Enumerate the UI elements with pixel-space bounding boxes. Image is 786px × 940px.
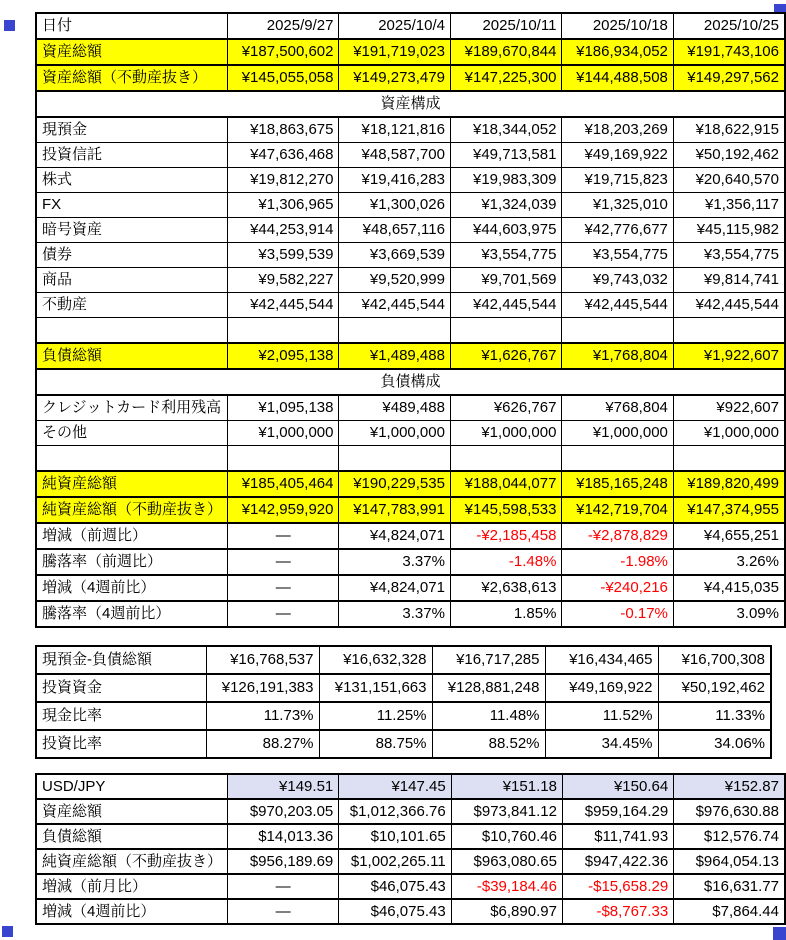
value-cell[interactable]: ¥1,300,026 (339, 193, 450, 218)
value-cell[interactable]: ¥48,587,700 (339, 143, 450, 168)
value-cell[interactable]: ¥151.18 (451, 774, 562, 799)
value-cell[interactable]: ¥185,405,464 (228, 471, 339, 497)
value-cell[interactable]: ¥18,203,269 (562, 117, 673, 143)
value-cell[interactable]: 3.37% (339, 601, 450, 627)
row-label[interactable]: 資産総額 (36, 799, 228, 824)
header-row (36, 13, 785, 39)
row-label[interactable] (36, 446, 228, 472)
value-cell[interactable]: ¥150.64 (562, 774, 673, 799)
value-cell[interactable]: ¥4,824,071 (339, 523, 450, 549)
value-cell[interactable]: ¥142,959,920 (228, 497, 339, 523)
value-cell[interactable]: ¥3,554,775 (562, 243, 673, 268)
date-column-header[interactable]: 2025/10/25 (673, 13, 785, 39)
value-cell[interactable]: ¥16,768,537 (206, 646, 319, 674)
value-cell[interactable]: ¥16,700,308 (658, 646, 771, 674)
value-cell[interactable]: ¥3,599,539 (228, 243, 339, 268)
value-cell[interactable]: ¥149,273,479 (339, 65, 450, 91)
row-label[interactable]: 不動産 (36, 293, 228, 318)
row-label[interactable]: 投資比率 (36, 730, 206, 758)
table-row (36, 730, 771, 758)
value-cell[interactable]: ¥19,715,823 (562, 168, 673, 193)
row-label[interactable] (36, 318, 228, 344)
table-row (36, 65, 785, 91)
value-cell[interactable] (562, 318, 673, 344)
selection-handle-top-left[interactable] (4, 20, 15, 31)
date-column-header[interactable]: 2025/10/11 (450, 13, 561, 39)
value-cell[interactable]: $959,164.29 (562, 799, 673, 824)
value-cell[interactable] (228, 446, 339, 472)
row-label[interactable]: USD/JPY (36, 774, 228, 799)
value-cell[interactable]: $964,054.13 (674, 849, 785, 874)
value-cell[interactable]: ¥152.87 (674, 774, 785, 799)
value-cell[interactable]: ¥4,824,071 (339, 575, 450, 601)
value-cell[interactable]: 34.06% (658, 730, 771, 758)
value-cell[interactable]: ¥18,622,915 (673, 117, 785, 143)
value-cell[interactable]: ¥191,719,023 (339, 39, 450, 65)
row-label[interactable]: FX (36, 193, 228, 218)
value-cell[interactable]: 11.52% (545, 702, 658, 730)
value-cell[interactable]: -1.98% (562, 549, 673, 575)
value-cell[interactable]: ¥18,863,675 (228, 117, 339, 143)
value-cell[interactable]: ¥9,520,999 (339, 268, 450, 293)
value-cell[interactable]: -$15,658.29 (562, 874, 673, 899)
value-cell[interactable]: ¥2,638,613 (450, 575, 561, 601)
row-label[interactable]: クレジットカード利用残高 (36, 395, 228, 421)
value-cell[interactable]: ¥49,169,922 (545, 674, 658, 702)
value-cell[interactable]: $7,864.44 (674, 899, 785, 924)
value-cell[interactable]: ¥147,783,991 (339, 497, 450, 523)
value-cell[interactable]: 11.48% (432, 702, 545, 730)
value-cell[interactable]: ¥189,820,499 (673, 471, 785, 497)
value-cell[interactable]: 11.25% (319, 702, 432, 730)
cash-investment-ratio-table (35, 645, 772, 759)
value-cell[interactable]: $11,741.93 (562, 824, 673, 849)
value-cell[interactable]: ¥3,554,775 (450, 243, 561, 268)
value-cell[interactable]: ¥149.51 (228, 774, 339, 799)
value-cell[interactable] (673, 446, 785, 472)
value-cell[interactable]: ¥1,768,804 (562, 343, 673, 369)
table-row (36, 421, 785, 446)
table-row (36, 849, 785, 874)
value-cell[interactable]: $46,075.43 (339, 899, 451, 924)
value-cell[interactable]: ¥145,055,058 (228, 65, 339, 91)
table-row (36, 143, 785, 168)
value-cell[interactable]: ¥42,445,544 (450, 293, 561, 318)
value-cell[interactable]: 88.27% (206, 730, 319, 758)
value-cell[interactable]: — (228, 874, 339, 899)
value-cell[interactable]: ¥1,000,000 (562, 421, 673, 446)
value-cell[interactable]: ¥142,719,704 (562, 497, 673, 523)
value-cell[interactable]: ¥131,151,663 (319, 674, 432, 702)
row-label[interactable]: 増減（4週前比） (36, 899, 228, 924)
value-cell[interactable]: ¥186,934,052 (562, 39, 673, 65)
value-cell[interactable]: ¥3,669,539 (339, 243, 450, 268)
row-label[interactable]: その他 (36, 421, 228, 446)
value-cell[interactable]: 1.85% (450, 601, 561, 627)
value-cell[interactable]: 34.45% (545, 730, 658, 758)
date-header-label[interactable]: 日付 (36, 13, 228, 39)
table-row (36, 702, 771, 730)
row-label[interactable]: 現預金 (36, 117, 228, 143)
date-column-header[interactable]: 2025/9/27 (228, 13, 339, 39)
value-cell[interactable]: -$39,184.46 (451, 874, 562, 899)
row-label[interactable]: 商品 (36, 268, 228, 293)
value-cell[interactable]: $973,841.12 (451, 799, 562, 824)
value-cell[interactable]: ¥128,881,248 (432, 674, 545, 702)
table-row (36, 293, 785, 318)
value-cell[interactable]: ¥9,701,569 (450, 268, 561, 293)
value-cell[interactable] (339, 446, 450, 472)
value-cell[interactable]: ¥16,717,285 (432, 646, 545, 674)
value-cell[interactable] (228, 318, 339, 344)
value-cell[interactable] (450, 318, 561, 344)
row-label[interactable]: 増減（前週比） (36, 523, 228, 549)
row-label[interactable]: 資産総額 (36, 39, 228, 65)
value-cell[interactable]: ¥1,356,117 (673, 193, 785, 218)
value-cell[interactable] (562, 446, 673, 472)
value-cell[interactable]: $10,760.46 (451, 824, 562, 849)
value-cell[interactable]: ¥16,434,465 (545, 646, 658, 674)
table-row (36, 774, 785, 799)
value-cell[interactable]: ¥149,297,562 (673, 65, 785, 91)
value-cell[interactable]: ¥3,554,775 (673, 243, 785, 268)
assets-table-body (36, 13, 785, 627)
value-cell[interactable]: $6,890.97 (451, 899, 562, 924)
selection-handle-bottom-right[interactable] (773, 927, 786, 940)
value-cell[interactable]: $1,002,265.11 (339, 849, 451, 874)
value-cell[interactable]: ¥44,603,975 (450, 218, 561, 243)
table-row (36, 674, 771, 702)
value-cell[interactable]: ¥4,415,035 (673, 575, 785, 601)
row-label[interactable]: 負債総額 (36, 343, 228, 369)
value-cell[interactable]: ¥147,225,300 (450, 65, 561, 91)
row-label[interactable]: 純資産総額（不動産抜き） (36, 497, 228, 523)
row-label[interactable]: 投資信託 (36, 143, 228, 168)
table-row (36, 523, 785, 549)
table-row (36, 874, 785, 899)
value-cell[interactable]: — (228, 601, 339, 627)
value-cell[interactable]: ¥189,670,844 (450, 39, 561, 65)
blank-row (36, 446, 785, 472)
assets-liabilities-table (35, 12, 786, 628)
value-cell[interactable]: $970,203.05 (228, 799, 339, 824)
value-cell[interactable]: ¥145,598,533 (450, 497, 561, 523)
value-cell[interactable] (450, 446, 561, 472)
value-cell[interactable]: — (228, 549, 339, 575)
value-cell[interactable]: ¥1,000,000 (450, 421, 561, 446)
value-cell[interactable]: ¥50,192,462 (658, 674, 771, 702)
value-cell[interactable]: ¥185,165,248 (562, 471, 673, 497)
table-row (36, 799, 785, 824)
value-cell[interactable]: 88.52% (432, 730, 545, 758)
row-label[interactable]: 増減（前月比） (36, 874, 228, 899)
usd-conversion-table (35, 773, 786, 925)
value-cell[interactable]: ¥489,488 (339, 395, 450, 421)
value-cell[interactable]: ¥42,776,677 (562, 218, 673, 243)
value-cell[interactable]: ¥19,983,309 (450, 168, 561, 193)
value-cell[interactable]: $956,189.69 (228, 849, 339, 874)
value-cell[interactable]: ¥1,325,010 (562, 193, 673, 218)
row-label[interactable]: 資産総額（不動産抜き） (36, 65, 228, 91)
value-cell[interactable]: ¥1,000,000 (673, 421, 785, 446)
value-cell[interactable]: ¥188,044,077 (450, 471, 561, 497)
value-cell[interactable]: ¥42,445,544 (673, 293, 785, 318)
value-cell[interactable]: ¥1,000,000 (228, 421, 339, 446)
value-cell[interactable]: 3.26% (673, 549, 785, 575)
value-cell[interactable]: ¥4,655,251 (673, 523, 785, 549)
value-cell[interactable]: -¥2,185,458 (450, 523, 561, 549)
row-label[interactable]: 債券 (36, 243, 228, 268)
value-cell[interactable]: ¥42,445,544 (562, 293, 673, 318)
value-cell[interactable]: — (228, 575, 339, 601)
value-cell[interactable]: ¥42,445,544 (339, 293, 450, 318)
value-cell[interactable]: 11.33% (658, 702, 771, 730)
row-label[interactable]: 投資資金 (36, 674, 206, 702)
selection-handle-bottom-left[interactable] (2, 926, 13, 937)
value-cell[interactable]: ¥1,922,607 (673, 343, 785, 369)
value-cell[interactable]: ¥187,500,602 (228, 39, 339, 65)
value-cell[interactable]: ¥1,306,965 (228, 193, 339, 218)
table-row (36, 117, 785, 143)
table-row (36, 168, 785, 193)
value-cell[interactable]: $14,013.36 (228, 824, 339, 849)
value-cell[interactable]: ¥147,374,955 (673, 497, 785, 523)
value-cell[interactable]: $1,012,366.76 (339, 799, 451, 824)
table-row (36, 343, 785, 369)
table-row (36, 824, 785, 849)
value-cell[interactable]: ¥1,324,039 (450, 193, 561, 218)
value-cell[interactable]: 11.73% (206, 702, 319, 730)
section-header-cell[interactable]: 負債構成 (36, 369, 785, 395)
value-cell[interactable]: ¥1,000,000 (339, 421, 450, 446)
usd-table-body (36, 774, 785, 924)
value-cell[interactable]: $976,630.88 (674, 799, 785, 824)
value-cell[interactable]: ¥768,804 (562, 395, 673, 421)
table-row (36, 471, 785, 497)
row-label[interactable]: 暗号資産 (36, 218, 228, 243)
section-header-row (36, 369, 785, 395)
value-cell[interactable]: ¥16,632,328 (319, 646, 432, 674)
table-row (36, 497, 785, 523)
value-cell[interactable]: ¥126,191,383 (206, 674, 319, 702)
value-cell[interactable]: -1.48% (450, 549, 561, 575)
value-cell[interactable]: 3.09% (673, 601, 785, 627)
value-cell[interactable] (339, 318, 450, 344)
value-cell[interactable]: $12,576.74 (674, 824, 785, 849)
value-cell[interactable]: ¥190,229,535 (339, 471, 450, 497)
row-label[interactable]: 現預金-負債総額 (36, 646, 206, 674)
value-cell[interactable]: ¥9,743,032 (562, 268, 673, 293)
table-row (36, 395, 785, 421)
table-row (36, 243, 785, 268)
value-cell[interactable]: ¥144,488,508 (562, 65, 673, 91)
value-cell[interactable]: ¥48,657,116 (339, 218, 450, 243)
table-row (36, 549, 785, 575)
value-cell[interactable]: $16,631.77 (674, 874, 785, 899)
date-column-header[interactable]: 2025/10/4 (339, 13, 450, 39)
value-cell[interactable]: — (228, 899, 339, 924)
date-column-header[interactable]: 2025/10/18 (562, 13, 673, 39)
table-row (36, 39, 785, 65)
value-cell[interactable]: ¥1,626,767 (450, 343, 561, 369)
value-cell[interactable]: ¥18,121,816 (339, 117, 450, 143)
value-cell[interactable]: ¥19,812,270 (228, 168, 339, 193)
value-cell[interactable]: $10,101.65 (339, 824, 451, 849)
table-row (36, 601, 785, 627)
blank-row (36, 318, 785, 344)
value-cell[interactable]: ¥20,640,570 (673, 168, 785, 193)
row-label[interactable]: 現金比率 (36, 702, 206, 730)
value-cell[interactable]: ¥626,767 (450, 395, 561, 421)
value-cell[interactable]: ¥44,253,914 (228, 218, 339, 243)
table-row (36, 575, 785, 601)
row-label[interactable]: 騰落率（前週比） (36, 549, 228, 575)
value-cell[interactable]: ¥9,814,741 (673, 268, 785, 293)
row-label[interactable]: 純資産総額 (36, 471, 228, 497)
value-cell[interactable] (673, 318, 785, 344)
value-cell[interactable]: ¥49,713,581 (450, 143, 561, 168)
value-cell[interactable]: 3.37% (339, 549, 450, 575)
table-row (36, 193, 785, 218)
value-cell[interactable]: ¥19,416,283 (339, 168, 450, 193)
table-row (36, 268, 785, 293)
value-cell[interactable]: -¥2,878,829 (562, 523, 673, 549)
value-cell[interactable]: $963,080.65 (451, 849, 562, 874)
row-label[interactable]: 騰落率（4週前比） (36, 601, 228, 627)
value-cell[interactable]: ¥47,636,468 (228, 143, 339, 168)
section-header-row (36, 91, 785, 117)
value-cell[interactable]: ¥42,445,544 (228, 293, 339, 318)
ratio-table-body (36, 646, 771, 758)
value-cell[interactable]: ¥2,095,138 (228, 343, 339, 369)
row-label[interactable]: 負債総額 (36, 824, 228, 849)
value-cell[interactable]: ¥191,743,106 (673, 39, 785, 65)
value-cell[interactable]: ¥9,582,227 (228, 268, 339, 293)
value-cell[interactable]: $947,422.36 (562, 849, 673, 874)
value-cell[interactable]: $46,075.43 (339, 874, 451, 899)
value-cell[interactable]: ¥50,192,462 (673, 143, 785, 168)
value-cell[interactable]: -¥240,216 (562, 575, 673, 601)
table-row (36, 218, 785, 243)
value-cell[interactable]: 88.75% (319, 730, 432, 758)
value-cell[interactable]: ¥18,344,052 (450, 117, 561, 143)
value-cell[interactable]: — (228, 523, 339, 549)
table-row (36, 899, 785, 924)
value-cell[interactable]: ¥45,115,982 (673, 218, 785, 243)
value-cell[interactable]: -$8,767.33 (562, 899, 673, 924)
value-cell[interactable]: ¥49,169,922 (562, 143, 673, 168)
value-cell[interactable]: -0.17% (562, 601, 673, 627)
value-cell[interactable]: ¥1,489,488 (339, 343, 450, 369)
value-cell[interactable]: ¥147.45 (339, 774, 451, 799)
row-label[interactable]: 純資産総額（不動産抜き） (36, 849, 228, 874)
value-cell[interactable]: ¥1,095,138 (228, 395, 339, 421)
section-header-cell[interactable]: 資産構成 (36, 91, 785, 117)
row-label[interactable]: 増減（4週前比） (36, 575, 228, 601)
value-cell[interactable]: ¥922,607 (673, 395, 785, 421)
row-label[interactable]: 株式 (36, 168, 228, 193)
table-row (36, 646, 771, 674)
